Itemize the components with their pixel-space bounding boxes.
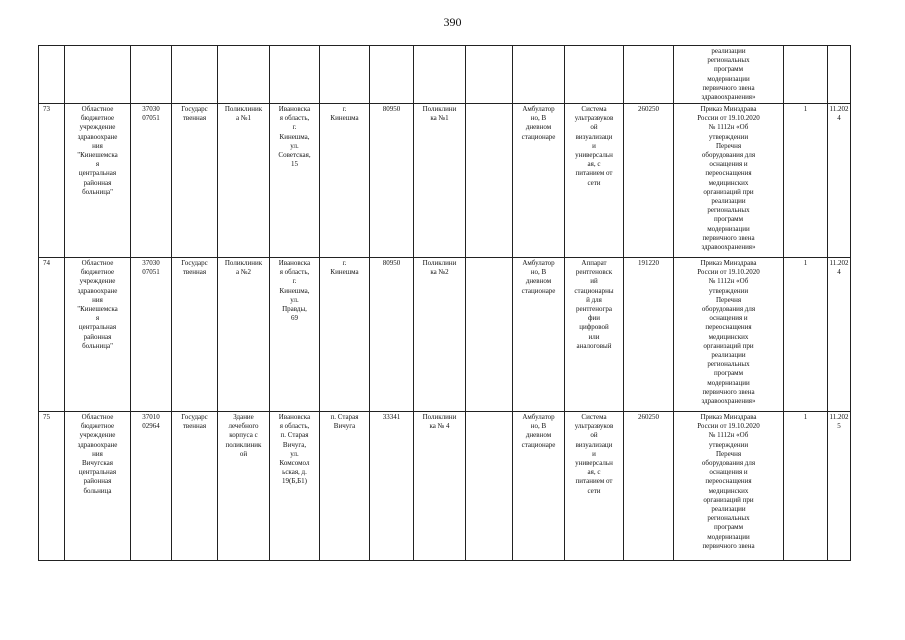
cell-unit: Поликлини ка № 4 xyxy=(414,412,466,561)
cell-date: 11.2024 xyxy=(828,258,851,412)
cell-equipment: Аппарат рентгеновск ий стационарны й для рентгеногра фии цифровой или аналоговый xyxy=(565,258,624,412)
cell-subdivision: Поликлиник а №2 xyxy=(218,258,270,412)
cell-locality: г. Кинешма xyxy=(320,258,370,412)
cell-num: 75 xyxy=(39,412,65,561)
cell-address: Ивановска я область, г. Кинешма, ул. Советская, 15 xyxy=(270,104,320,258)
cell-oktmo: 33341 xyxy=(370,412,414,561)
cell-locality xyxy=(320,46,370,104)
table-row xyxy=(39,258,851,412)
cell-date xyxy=(828,46,851,104)
equipment-table xyxy=(38,45,851,561)
page-number: 390 xyxy=(443,15,462,29)
cell-oktmo: 80950 xyxy=(370,104,414,258)
cell-institution: Областное бюджетное учреждение здравоохране ния Вичугская центральная районная больница xyxy=(65,412,131,561)
cell-qty: 1 xyxy=(784,412,828,561)
cell-conditions xyxy=(513,46,565,104)
cell-subdivision: Поликлиник а №1 xyxy=(218,104,270,258)
cell-conditions: Амбулатор но, В дневном стационаре xyxy=(513,104,565,258)
cell-institution: Областное бюджетное учреждение здравоохране ния "Кинешемска я центральная районная больница" xyxy=(65,104,131,258)
cell-num xyxy=(39,46,65,104)
cell-oktmo xyxy=(370,46,414,104)
cell-oktmo: 80950 xyxy=(370,258,414,412)
cell-equipment: Система ультразвуков ой визуализаци и универсальн ая, с питанием от сети xyxy=(565,412,624,561)
cell-nkmi-code xyxy=(624,46,674,104)
cell-unit: Поликлини ка №1 xyxy=(414,104,466,258)
cell-qty: 1 xyxy=(784,104,828,258)
cell-code xyxy=(131,46,172,104)
cell-equipment xyxy=(565,46,624,104)
cell-code: 37010 02964 xyxy=(131,412,172,561)
cell-normative-doc: реализации региональных программ модернизации первичного звена здравоохранения» xyxy=(674,46,784,104)
cell-locality: г. Кинешма xyxy=(320,104,370,258)
cell-ownership: Государс твенная xyxy=(172,258,218,412)
table-row xyxy=(39,412,851,561)
cell-normative-doc: Приказ Минздрава России от 19.10.2020 № 1112н «Об утверждении Перечня оборудования для оснащения и переоснащения медицинских организаций при реализации региональных программ модернизации первичного звена здравоохранения» xyxy=(674,104,784,258)
cell-equipment: Система ультразвуков ой визуализаци и универсальн ая, с питанием от сети xyxy=(565,104,624,258)
cell-ownership: Государс твенная xyxy=(172,104,218,258)
table-row xyxy=(39,104,851,258)
cell-conditions: Амбулатор но, В дневном стационаре xyxy=(513,258,565,412)
cell-qty xyxy=(784,46,828,104)
cell-date: 11.2025 xyxy=(828,412,851,561)
cell-nkmi-code: 260250 xyxy=(624,104,674,258)
cell-locality: п. Старая Вичуга xyxy=(320,412,370,561)
cell-subdivision xyxy=(218,46,270,104)
cell-address xyxy=(270,46,320,104)
table-row-continued xyxy=(39,46,851,104)
cell-conditions: Амбулатор но, В дневном стационаре xyxy=(513,412,565,561)
cell-num: 73 xyxy=(39,104,65,258)
cell-address: Ивановска я область, г. Кинешма, ул. Правды, 69 xyxy=(270,258,320,412)
cell-subdivision: Здание лечебного корпуса с поликлиник ой xyxy=(218,412,270,561)
cell-empty xyxy=(466,104,513,258)
cell-unit: Поликлини ка №2 xyxy=(414,258,466,412)
cell-normative-doc: Приказ Минздрава России от 19.10.2020 № 1112н «Об утверждении Перечня оборудования для оснащения и переоснащения медицинских организаций при реализации региональных программ модернизации первичного звена здравоохранения» xyxy=(674,258,784,412)
cell-empty xyxy=(466,258,513,412)
cell-ownership: Государс твенная xyxy=(172,412,218,561)
cell-code: 37030 07051 xyxy=(131,258,172,412)
cell-nkmi-code: 260250 xyxy=(624,412,674,561)
cell-num: 74 xyxy=(39,258,65,412)
cell-unit xyxy=(414,46,466,104)
cell-ownership xyxy=(172,46,218,104)
cell-qty: 1 xyxy=(784,258,828,412)
cell-code: 37030 07051 xyxy=(131,104,172,258)
cell-date: 11.2024 xyxy=(828,104,851,258)
cell-nkmi-code: 191220 xyxy=(624,258,674,412)
cell-institution: Областное бюджетное учреждение здравоохране ния "Кинешемска я центральная районная больница" xyxy=(65,258,131,412)
cell-empty xyxy=(466,46,513,104)
cell-normative-doc: Приказ Минздрава России от 19.10.2020 № 1112н «Об утверждении Перечня оборудования для оснащения и переоснащения медицинских организаций при реализации региональных программ модернизации первичного звена xyxy=(674,412,784,561)
cell-empty xyxy=(466,412,513,561)
cell-institution xyxy=(65,46,131,104)
cell-address: Ивановска я область, п. Старая Вичуга, ул. Комсомол ьская, д. 19(Б,Б1) xyxy=(270,412,320,561)
